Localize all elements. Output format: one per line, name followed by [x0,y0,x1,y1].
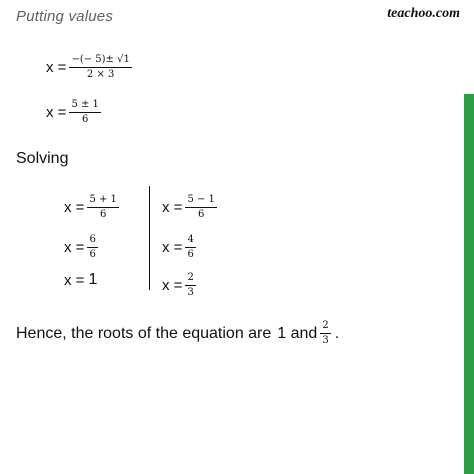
root-two-fraction [320,320,330,347]
fraction [87,194,118,221]
equation-value: 1 [88,271,98,288]
left-equation-3 [64,271,97,289]
fraction-numerator: 4 [185,234,195,248]
accent-bar [464,94,474,474]
section-heading: Putting values [16,8,114,25]
fraction-denominator: 3 [322,335,329,346]
column-divider [149,186,150,290]
equation-lhs: x = [46,104,67,121]
root-one: 1 and [277,324,318,342]
equation-lhs: x = [64,271,85,289]
equation-lhs: x = [46,59,67,76]
fraction [69,99,100,126]
fraction-numerator: 5 ± 1 [69,99,100,113]
equation-lhs: x = [64,199,85,216]
sentence-end: . [334,324,340,342]
fraction-denominator: 6 [99,209,107,220]
right-equation-3 [162,272,196,299]
fraction-denominator: 6 [89,249,96,260]
fraction [185,194,216,221]
right-equation-1 [162,194,217,221]
fraction [69,54,131,81]
fraction [87,234,97,261]
fraction-numerator: 5 − 1 [185,194,216,208]
fraction-numerator: −(− 5)± √1 [69,54,131,68]
fraction-denominator: 6 [197,209,205,220]
teachoo-logo: teachoo.com [387,6,460,21]
fraction-denominator: 6 [81,114,89,125]
equation-lhs: x = [162,199,183,216]
equation-lhs: x = [162,239,183,256]
fraction-denominator: 3 [187,287,194,298]
solving-label: Solving [16,150,69,167]
equation-lhs: x = [162,277,183,294]
fraction-denominator: 2 × 3 [86,69,115,80]
fraction [185,272,195,299]
fraction-numerator: 2 [185,272,195,286]
fraction-numerator: 6 [87,234,97,248]
equation-step-2 [46,99,101,126]
fraction-numerator: 2 [320,320,330,334]
left-equation-2 [64,234,98,261]
right-equation-2 [162,234,196,261]
left-equation-1 [64,194,119,221]
conclusion-sentence [16,320,339,347]
fraction-numerator: 5 + 1 [87,194,118,208]
conclusion-text: Hence, the roots of the equation are [16,324,272,342]
equation-step-1 [46,54,132,81]
equation-lhs: x = [64,239,85,256]
fraction [185,234,195,261]
fraction-denominator: 6 [187,249,194,260]
